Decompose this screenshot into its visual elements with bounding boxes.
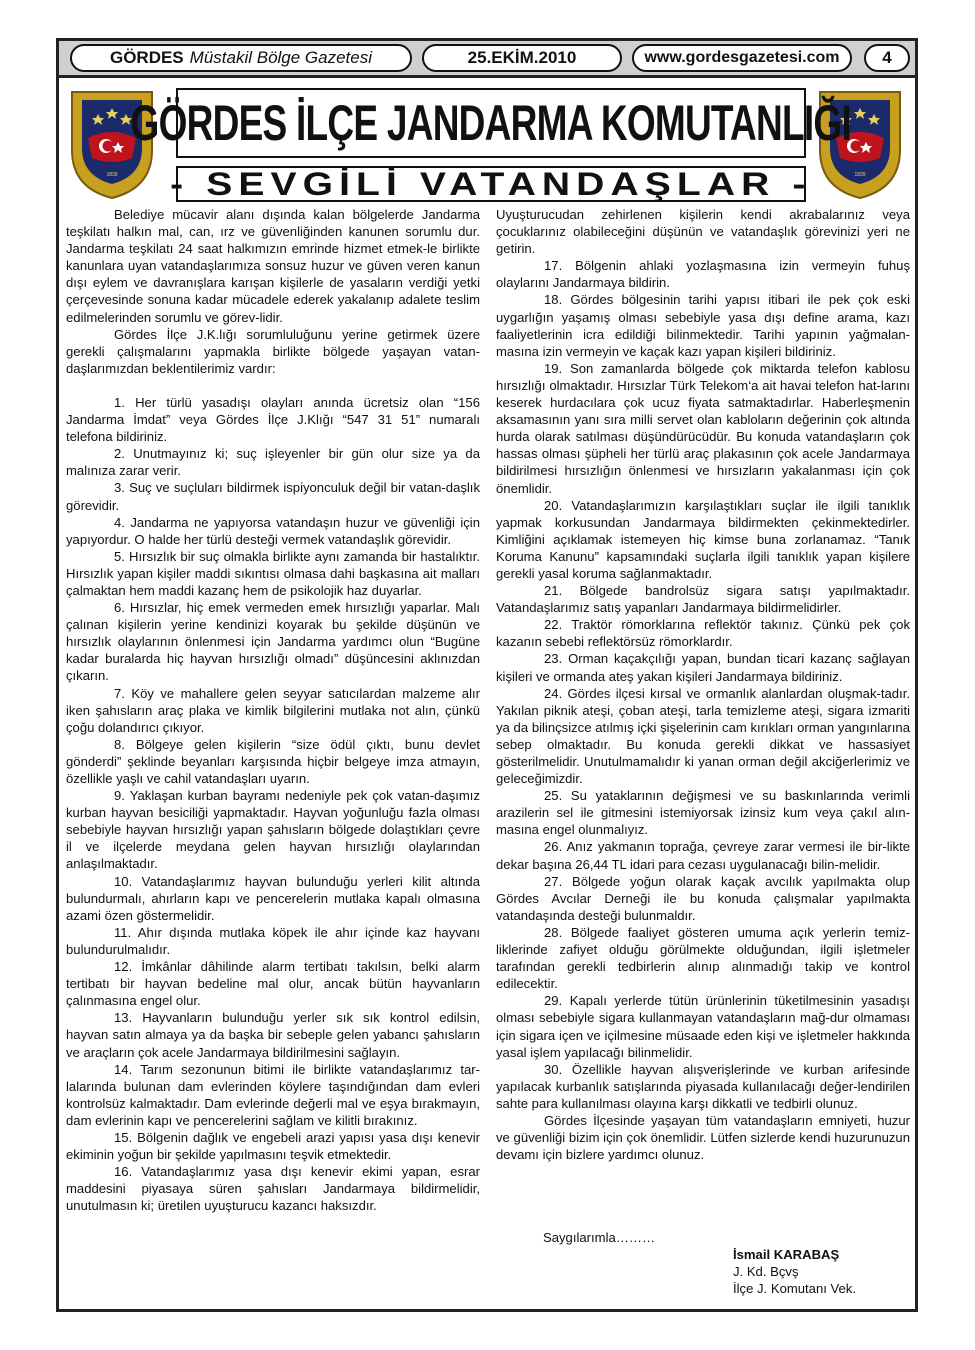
item-13: 13. Hayvanların bulunduğu yerler sık sık kontrol edilsin, hayvan satın almaya ya da başka bir sebeple gelen yabancı şahısların ve araçların çok acele Jandarmaya bildirilmesini sağlayın. — [66, 1010, 480, 1060]
item-16: 16. Vatandaşlarımız yasa dışı kenevir ekimi yapan, esrar maddesini piyasaya süren şahısları Jandarmaya bildirmelidir, unutulmasın ki; üretilen uyuşturucu kazancı haksızdır. — [66, 1164, 480, 1214]
item-9: 9. Yaklaşan kurban bayramı nedeniyle pek çok vatan-daşımız kurban hayvan besiciliği yapmaktadır. Hayvan yoğunluğu fazla olması sebebiyle hayvan hırsızlığı yapan şahısların bölgede dolaştıkları çevre il ve ilçelerde meydana gelen hayvan hırsızlığı olaylarından anlaşılmaktadır. — [66, 788, 480, 872]
item-1: 1. Her türlü yasadışı olayları anında ücretsiz olan “156 Jandarma İmdat” veya Gördes İlçe J.Klığı “547 31 51” numaralı telefona bildiriniz. — [66, 394, 480, 445]
headline-box — [130, 88, 852, 158]
signature-name: İsmail KARABAŞ — [733, 1247, 840, 1262]
svg-text:1839: 1839 — [854, 172, 866, 178]
item-23: 23. Orman kaçakçılığı yapan, bundan ticari kazanç sağlayan kişileri ve ormanda ateş yakan kişileri Jandarmaya bildiriniz. — [496, 651, 910, 684]
svg-text:1839: 1839 — [106, 172, 118, 178]
expectations-paragraph: Gördes İlçe J.K.lığı sorumluluğunu yerine getirmek üzere gerekli çalışmalarını yapmakla birlikte bölgede yaşayan vatan-daşlarımızdan beklentilerimiz vardır: — [66, 326, 480, 376]
subheadline-box — [170, 165, 812, 202]
item-6: 6. Hırsızlar, hiç emek vermeden emek hırsızlığı yaparlar. Malı çalınan kişilerin yerine kendinizi koyarak bu şekilde düşünün ve hırsızlık olaylarının önlenmesi için Jandarma yardımcı olun “Bugüne kadar buralarda hiç hayvan hırsızlığı olmadı” düşüncesini aklınızdan çıkarın. — [66, 600, 480, 684]
item-8: 8. Bölgeye gelen kişilerin “size ödül çıktı, bunu devlet gönderdi” şeklinde beyanları karşısında hiçbir belgeye imza atmayın, özellikle yaşlı ve cahil vatandaşları uyarın. — [66, 736, 480, 786]
item-16-continued: Uyuşturucudan zehirlenen kişilerin kendi akrabalarınız veya çocuklarınız olabileceğini düşünün ve vatandaşlık görevinizi yeri ne getirin. — [496, 207, 910, 257]
intro-paragraph: Belediye mücavir alanı dışında kalan bölgelerde Jandarma teşkilatı halkın mal, can, ırz ve güvenliğinden kanunen sorumlu dur. Jandarma teşkilatı 24 saat halkımızın emrinde hizmet etmek-le birlikte kanunlara uyan vatandaşlarımıza sonsuz huzur ve güven veren kanun dışı eylem ve davranışlara karışan kişilerle de yasaların verdiği yetki çerçevesinde sonuna kadar mücadele ederek yakalanıp adalete teslim edilmelerinden sorumlu ve görev-lidir. — [66, 207, 480, 325]
item-10: 10. Vatandaşlarımız hayvan bulunduğu yerleri kilit altında bulundurmalı, ahırların kapı ve pencerelerin mutlaka kapalı olmasına azami özen göstermelidir. — [66, 873, 480, 923]
item-15: 15. Bölgenin dağlık ve engebeli arazi yapısı yasa dışı kenevir ekiminin yoğun bir şekilde yapılmasını teşvik etmektedir. — [66, 1129, 480, 1163]
closing-greeting: Saygılarımla……… — [543, 1230, 656, 1245]
item-20: 20. Vatandaşlarımızın karşılaştıkları suçlar ile ilgili tanıklık yapmak korkusundan Jandarmaya bildirmekten çekinmektedirler. Kimliğini açıklamak istemeyen hiç kimse buna zorlanamaz. “Tanık Koruma Kanunu” kapsamındaki suçlarla ilgili tanıklık yapan kişilere gerekli yasal koruma sağlanmaktadır. — [496, 497, 910, 581]
item-2: 2. Unutmayınız ki; suç işleyenler bir gün olur size ya da malınıza zarar verir. — [66, 446, 480, 479]
item-11: 11. Ahır dışında mutlaka köpek ile ahır içinde kaz hayvanı bulundurulmalıdır. — [66, 924, 480, 957]
item-17: 17. Bölgenin ahlaki yozlaşmasına izin vermeyin fuhuş olaylarını Jandarmaya bildirin. — [496, 258, 910, 291]
item-29: 29. Kapalı yerlerde tütün ürünlerinin tüketilmesinin yasadışı olması sebebiyle sigara kullanmayan vatandaşların mağ-dur olmaması için sigara içen ve içilmesine müsaade eden kişi ve işletmeler hakkında yasal işlem yapılacağı bilinmelidir. — [496, 993, 910, 1060]
signature-title: İlçe J. Komutanı Vek. — [733, 1281, 856, 1296]
item-18: 18. Gördes bölgesinin tarihi yapısı itibari ile pek çok eski uygarlığın yaşamış olması sebebiyle yasa dışı define arama, kazı faaliyetlerinin icra edildiği bilinmektedir. Tarihi yapının yağmalan-masına izin vermeyin ve kaçak kazı yapan kişileri bildiriniz. — [496, 292, 910, 359]
subheadline: - SEVGİLİ VATANDAŞLAR - — [170, 165, 812, 202]
item-5: 5. Hırsızlık bir suç olmakla birlikte aynı zamanda bir hastalıktır. Hırsızlık yapan kişiler maddi sıkıntısı olmasa dahi başkasına ait malları çalmaktan hem maddi kazanç hem de psikolojik haz duyarlar. — [66, 548, 480, 598]
signature-rank: J. Kd. Bçvş — [733, 1264, 799, 1279]
left-column — [66, 206, 480, 1214]
paper-name: GÖRDES — [109, 48, 184, 67]
item-24: 24. Gördes ilçesi kırsal ve ormanlık alanlardan oluşmak-tadır. Yakılan piknik ateşi, çoban ateşi, tarla temizleme ateşi, sigara izmariti ya da bilinçsizce atılmış içki şişelerinin cam kırıkları orman yangınlarına sebep olmaktadır. Bu konuda gerekli dikkat ve hassasiyet gösterilmelidir. Unutulmamalıdır ki yanan orman değil akciğerlerimiz ve geleceğimizdir. — [496, 685, 910, 787]
date-pill — [422, 44, 622, 72]
item-25: 25. Su yataklarının değişmesi ve su baskınlarında verimli arazilerin sel ile gitmesini istemiyorsak izinsiz kum veya çakıl alın-masına engel olunmalıyız. — [496, 788, 910, 838]
item-4: 4. Jandarma ne yapıyorsa vatandaşın huzur ve güvenliği için yapıyordur. O halde her türlü desteği vermek vatandaşlık görevidir. — [66, 514, 480, 547]
right-column — [496, 206, 910, 1163]
item-21: 21. Bölgede bandrolsüz sigara satışı yapılmaktadır. Vatandaşlarımız satış yapanları Jandarmaya bildirmelidirler. — [496, 583, 910, 616]
issue-date: 25.EKİM.2010 — [467, 48, 577, 67]
item-27: 27. Bölgede yoğun olarak kaçak avcılık yapılmakta olup Gördes Avcılar Derneği ile bu konuda çalışmalar yapılmakta vatandaşında desteği bulunmaldır. — [496, 873, 910, 923]
item-7: 7. Köy ve mahallere gelen seyyar satıcılardan malzeme alır iken şahısların araç plaka ve kimlik bilgilerini mutlaka not alın, çünkü çoğu dolandırıcı çıkıyor. — [66, 685, 480, 735]
closing-paragraph: Gördes İlçesinde yaşayan tüm vatandaşların emniyeti, huzur ve güvenliği bizim için çok önemlidir. Lütfen sizlerde kendi huzurunuzun devamı için bizlere yardımcı olunuz. — [496, 1112, 910, 1163]
item-22: 22. Traktör römorklarına reflektör takınız. Çünkü pek çok kazanın sebebi reflektörsüz römorklardır. — [496, 617, 910, 650]
website-pill — [632, 44, 852, 72]
item-12: 12. İmkânlar dâhilinde alarm tertibatı takılsın, belki alarm tertibatı bir hayvan bedeline mal olur, ancak bütün hayvanların çalınmasına engel olur. — [66, 959, 480, 1009]
page-number: 4 — [882, 48, 892, 67]
item-26: 26. Anız yakmanın toprağa, çevreye zarar vermesi ile bir-likte dekar başına 26,44 TL idari para cezası uygulanacağı bilin-melidir. — [496, 839, 910, 872]
item-3: 3. Suç ve suçluları bildirmek ispiyonculuk değil bir vatan-daşlık görevidir. — [66, 480, 480, 513]
paper-name-pill — [70, 44, 412, 72]
website: www.gordesgazetesi.com — [644, 49, 840, 66]
item-19: 19. Son zamanlarda bölgede çok miktarda telefon kablosu hırsızlığı olmaktadır. Hırsızlar Türk Telekom‘a ait havai telefon hat-larını keserek hurdacılara çok ucuz fiyata satmaktadırlar. Haberleşmenin aksamasının yanı sıra milli servet olan kabloların değerinin çok altında hurda olarak satılması düşündürücüdür. Bu konuda vatandaşların çok hassas olması şüpheli her türlü araç plakasının çok acele Jandarmaya bildirilmesi hırsızlığın önlenmesi ve hırsızların yakalanması için çok önemlidir. — [496, 360, 910, 496]
item-14: 14. Tarım sezonunun bitimi ile birlikte vatandaşlarımız tar-lalarında bulunan dam evlerinden köylere taşındığından dam evleri kontrolsüz kalmaktadır. Dam evlerinde değerli mal ve eşya bırakmayın, dam evlerinin kapı ve pencerelerini sağlam ve kilitli bırakınız. — [66, 1061, 480, 1128]
item-30: 30. Özellikle hayvan alışverişlerinde ve kurban arifesinde yapılacak kurbanlık satışlarında piyasada kullanılacağı değer-lendirilen sahte para kullanılması olayına karşı dikkatli ve tedbirli olunuz. — [496, 1061, 910, 1111]
item-28: 28. Bölgede faaliyet gösteren umuma açık yerlerin temiz-liklerinde zafiyet olduğu görülmekte olduğundan, ilgili işletmeler tarafından gerekli tedbirlerin alınıp alınmadığı takip ve kontrol edilecektir. — [496, 924, 910, 992]
headline: GÖRDES İLÇE JANDARMA KOMUTANLIĞI — [130, 95, 852, 151]
paper-subtitle: Müstakil Bölge Gazetesi — [189, 48, 373, 67]
page-number-pill — [864, 44, 910, 72]
